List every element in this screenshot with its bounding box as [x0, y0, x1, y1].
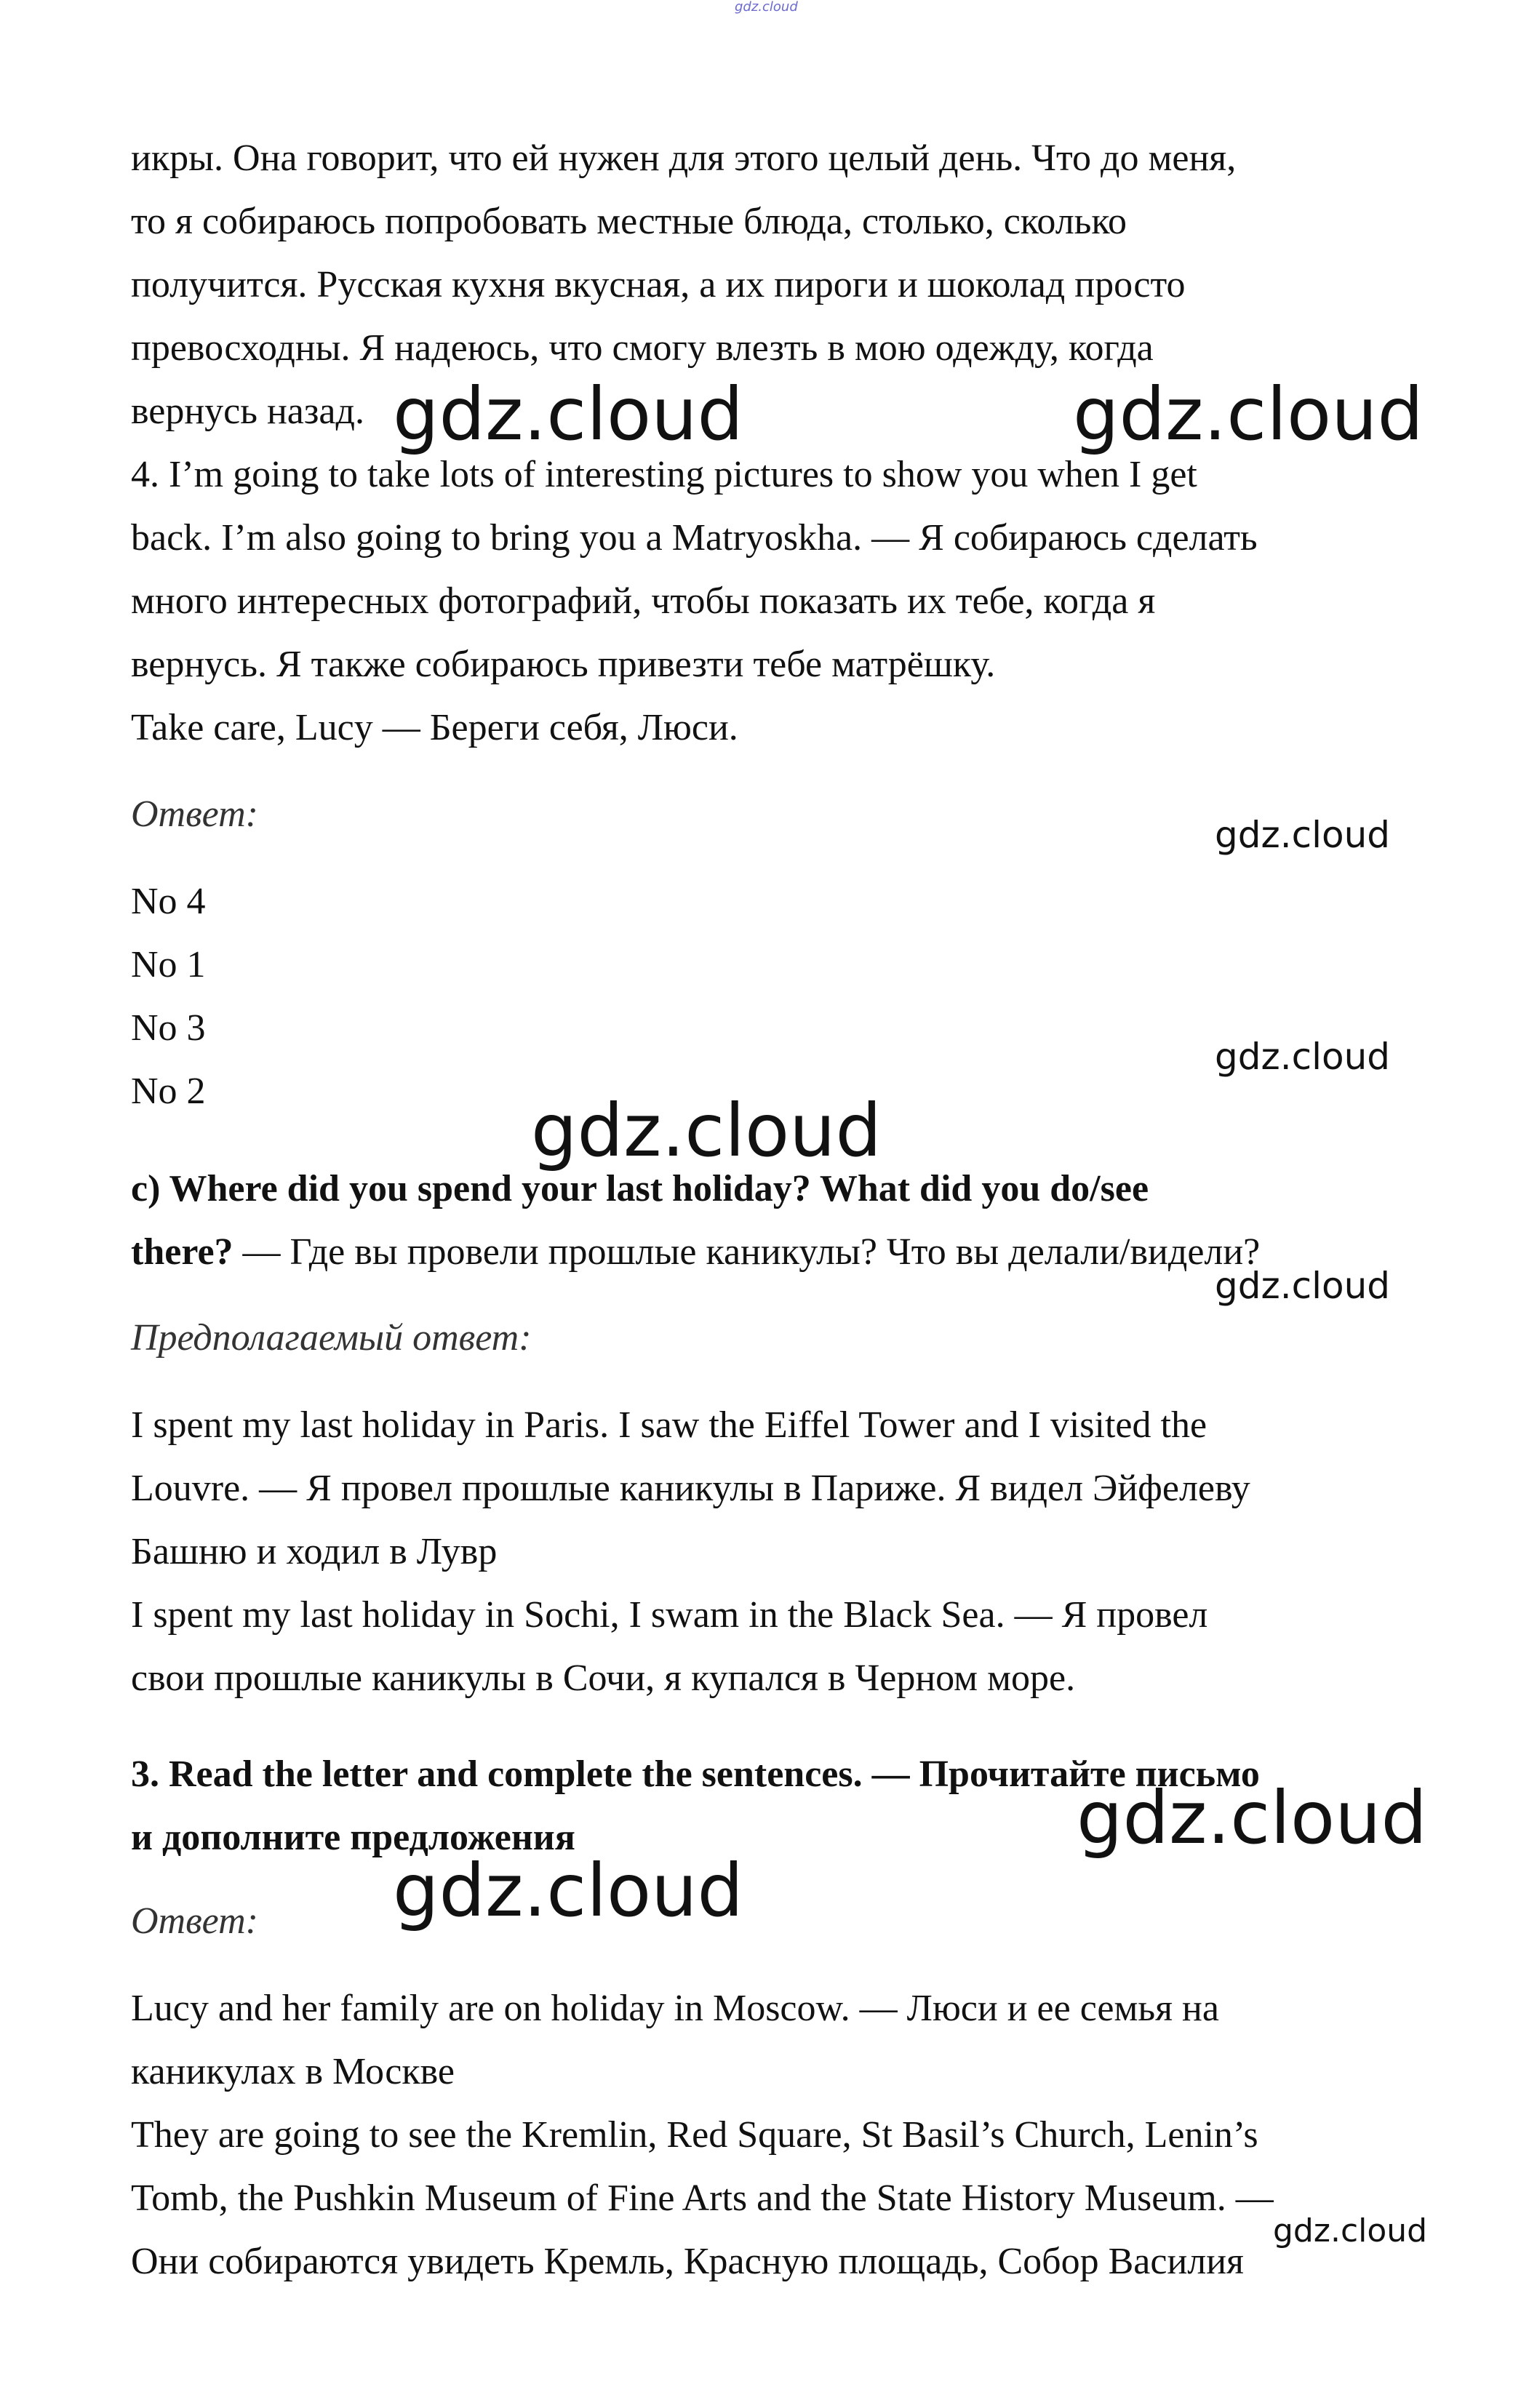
text-line: I spent my last holiday in Paris. I saw the Eiffel Tower and I visited the	[131, 1404, 1207, 1446]
watermark: gdz.cloud	[1215, 814, 1391, 856]
watermark: gdz.cloud	[1073, 372, 1424, 457]
text-line: I spent my last holiday in Sochi, I swam in the Black Sea. — Я провел	[131, 1594, 1208, 1636]
text-line: Tomb, the Pushkin Museum of Fine Arts and the State History Museum. —	[131, 2177, 1274, 2219]
text-line: Louvre. — Я провел прошлые каникулы в Париже. Я видел Эйфелеву	[131, 1468, 1250, 1509]
watermark-top: gdz.cloud	[735, 0, 798, 15]
watermark: gdz.cloud	[393, 1848, 744, 1933]
suggested-answer-label: Предполагаемый ответ:	[131, 1317, 532, 1359]
answer-item: No 3	[131, 1007, 206, 1049]
answer-item: No 2	[131, 1071, 206, 1112]
answer-label: Ответ:	[131, 793, 258, 835]
answer-item: No 1	[131, 944, 206, 985]
watermark: gdz.cloud	[393, 372, 744, 457]
answer-label: Ответ:	[131, 1900, 258, 1942]
text-line: много интересных фотографий, чтобы показать их тебе, когда я	[131, 580, 1156, 622]
watermark: gdz.cloud	[531, 1088, 882, 1173]
task-3-heading: 3. Read the letter and complete the sentences. — Прочитайте письмо	[131, 1753, 1260, 1795]
text-line: Lucy and her family are on holiday in Moscow. — Люси и ее семья на	[131, 1988, 1219, 2029]
text-line: They are going to see the Kremlin, Red Square, St Basil’s Church, Lenin’s	[131, 2114, 1258, 2156]
text-line: икры. Она говорит, что ей нужен для этого целый день. Что до меня,	[131, 137, 1237, 179]
text-line: back. I’m also going to bring you a Matryoskha. — Я собираюсь сделать	[131, 517, 1258, 559]
text-line: каникулах в Москве	[131, 2051, 455, 2092]
watermark: gdz.cloud	[1273, 2212, 1428, 2249]
text-line: то я собираюсь попробовать местные блюда, столько, сколько	[131, 201, 1127, 242]
text-line: получится. Русская кухня вкусная, а их пироги и шоколад просто	[131, 264, 1186, 305]
question-c-line	[131, 1231, 1260, 1274]
question-c-bold: there?	[131, 1231, 233, 1273]
text-line: 4. I’m going to take lots of interesting pictures to show you when I get	[131, 454, 1197, 495]
text-line: Take care, Lucy — Береги себя, Люси.	[131, 707, 738, 748]
text-line: свои прошлые каникулы в Сочи, я купался в Черном море.	[131, 1657, 1076, 1699]
question-c-line: c) Where did you spend your last holiday? What did you do/see	[131, 1168, 1149, 1209]
watermark: gdz.cloud	[1215, 1265, 1391, 1307]
watermark: gdz.cloud	[1077, 1775, 1428, 1860]
text-line: Они собираются увидеть Кремль, Красную площадь, Собор Василия	[131, 2241, 1244, 2282]
text-line: превосходны. Я надеюсь, что смогу влезть в мою одежду, когда	[131, 327, 1154, 369]
task-3-heading: и дополните предложения	[131, 1817, 575, 1858]
watermark: gdz.cloud	[1215, 1036, 1391, 1078]
question-c-translation: — Где вы провели прошлые каникулы? Что вы делали/видели?	[233, 1231, 1261, 1273]
text-line: вернусь назад.	[131, 391, 364, 432]
answer-item: No 4	[131, 881, 206, 922]
text-line: Башню и ходил в Лувр	[131, 1531, 498, 1572]
text-line: вернусь. Я также собираюсь привезти тебе матрёшку.	[131, 644, 996, 685]
